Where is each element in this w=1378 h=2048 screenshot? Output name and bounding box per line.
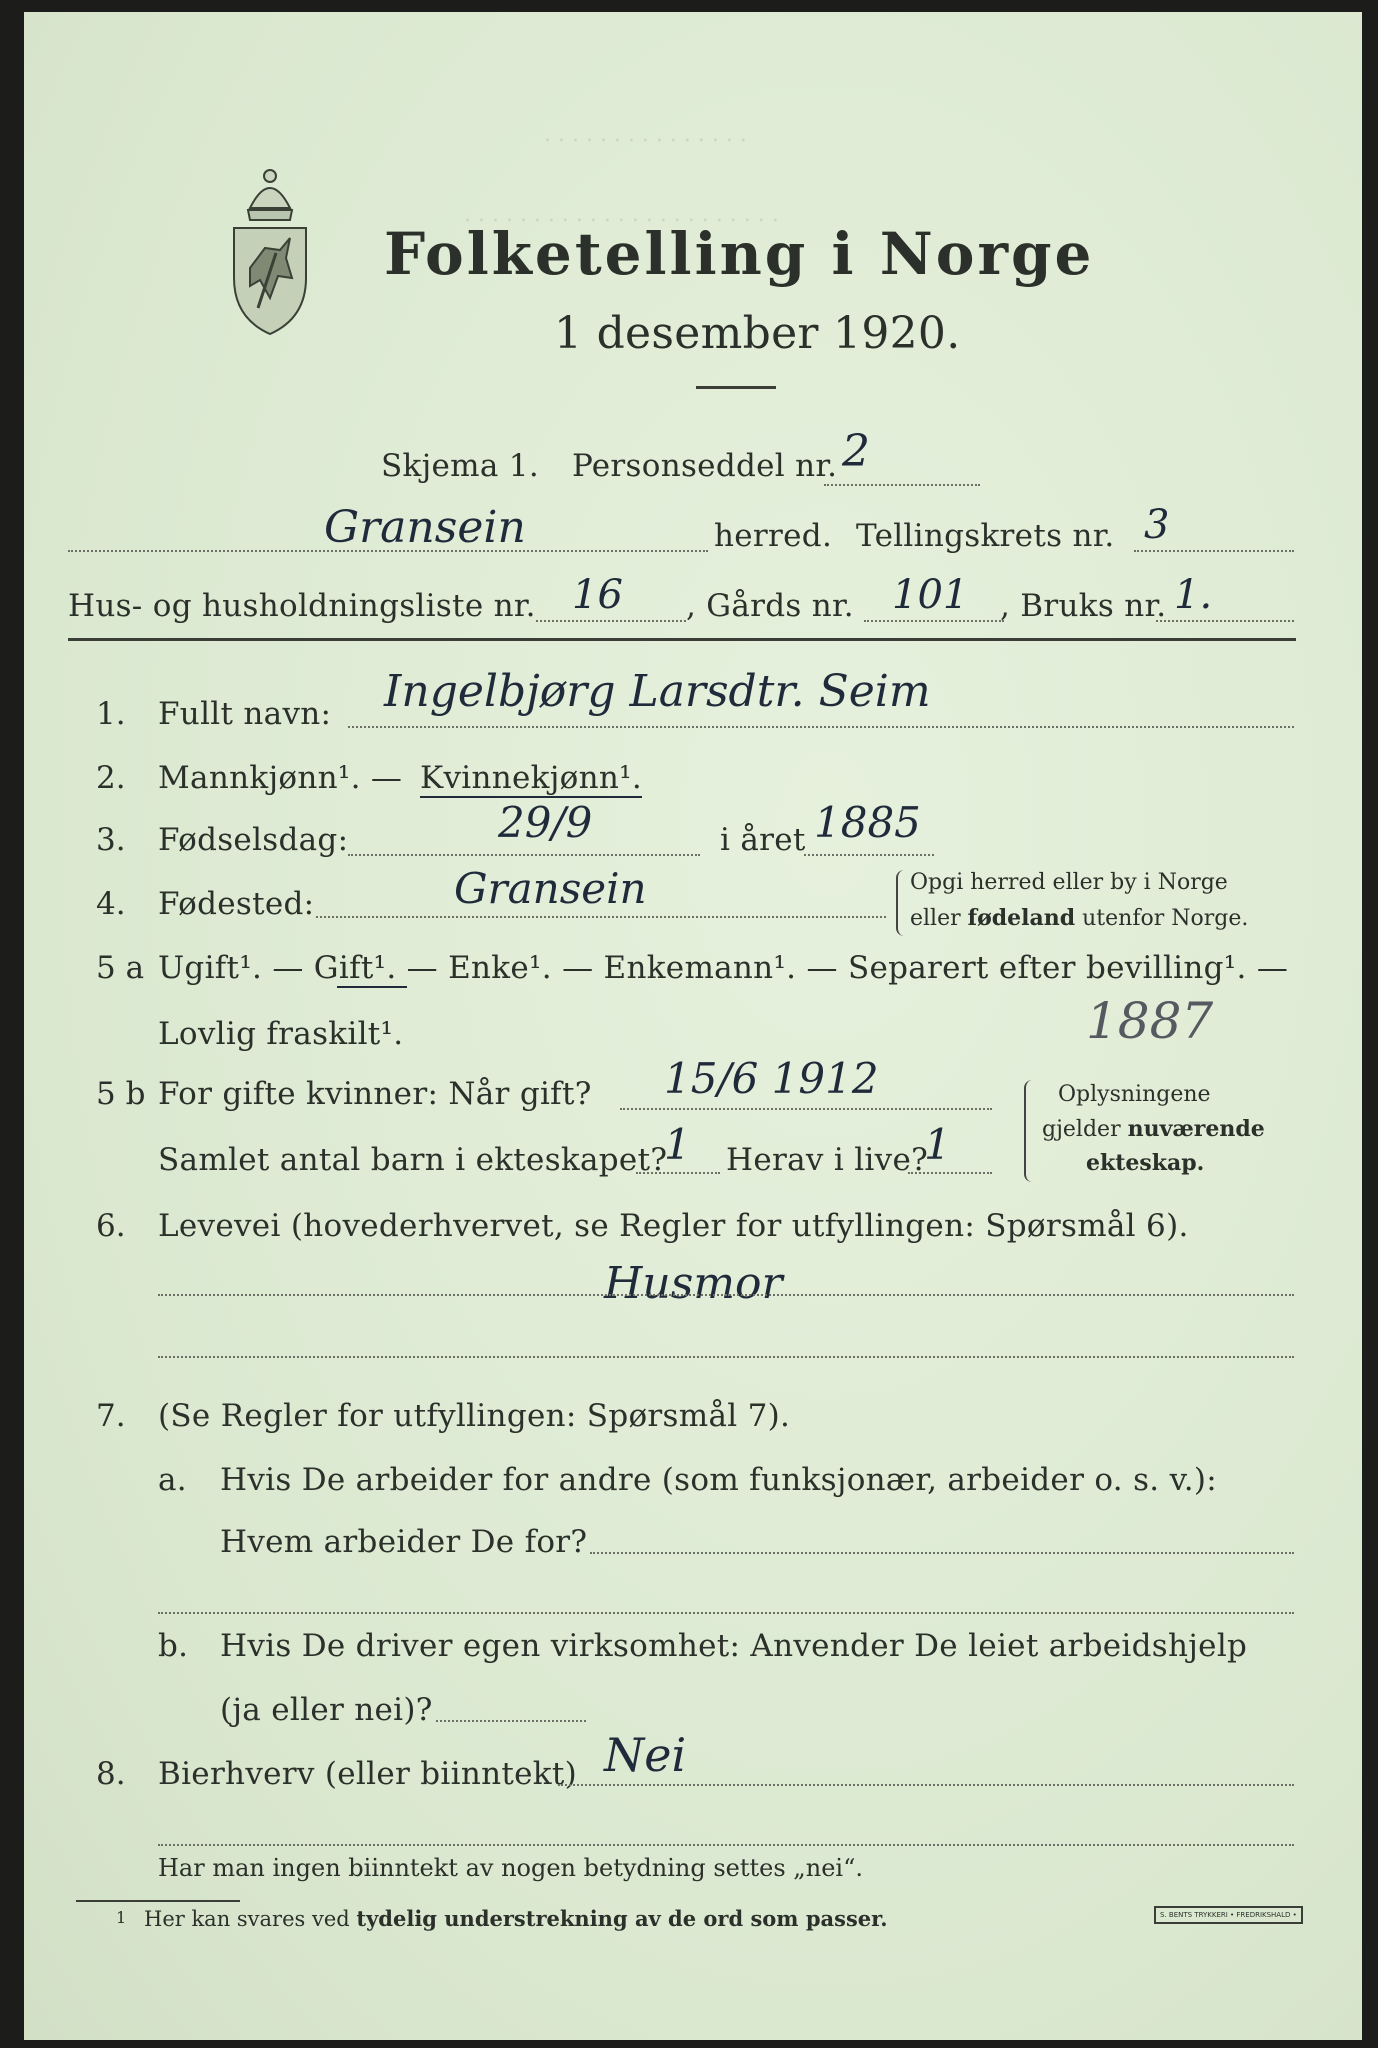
q4-number: 4. [96,886,126,922]
q4-label: Fødested: [158,886,315,922]
q5b-children-field-line [636,1172,720,1174]
q3-field-line [348,854,700,856]
q8-field-line [558,1784,1294,1786]
schema-label: Skjema 1. [381,448,539,484]
tellingskrets-value[interactable]: 3 [1144,502,1170,548]
q5b-note-line2: gjelder nuværende [1042,1116,1265,1142]
q7a-field-line[interactable] [590,1552,1294,1554]
q8-number: 8. [96,1756,126,1792]
q5b-alive-label: Herav i live? [726,1142,929,1178]
bruks-field-line [1156,620,1294,622]
q2-female-option[interactable]: Kvinnekjønn¹. [420,760,643,796]
q5a-margin-note: 1887 [1086,992,1214,1050]
q5a-number: 5 a [96,950,145,986]
q7b-field-line[interactable] [436,1720,586,1722]
q1-number: 1. [96,696,126,732]
q7a-field-line-2 [158,1612,1294,1614]
q3-year-label: i året [720,822,806,858]
q5a-marital-options[interactable]: Ugift¹. — Gift¹. — Enke¹. — Enkemann¹. — Separert efter bevilling¹. — [158,950,1289,986]
q7-label: (Se Regler for utfyllingen: Spørsmål 7). [158,1398,791,1434]
q1-label: Fullt navn: [158,696,332,732]
q5b-field-line [620,1108,992,1110]
personseddel-value[interactable]: 2 [842,426,870,477]
bleed-through-text: . . . . . . . . . . . . . . . . . . . . . . . [464,202,779,227]
footer-note: Har man ingen biinntekt av nogen betydning settes „nei“. [158,1854,863,1882]
q8-field-line-2 [158,1844,1294,1846]
q8-label: Bierhverv (eller biinntekt) [158,1756,578,1792]
q7a-line1: Hvis De arbeider for andre (som funksjonær, arbeider o. s. v.): [220,1462,1218,1498]
q8-secondary-income-value[interactable]: Nei [604,1728,687,1782]
herred-value[interactable]: Gransein [324,502,526,553]
q3-year-field-line [804,854,934,856]
q7-number: 7. [96,1398,126,1434]
q5b-children-label: Samlet antal barn i ekteskapet? [158,1142,668,1178]
gards-field-line [864,620,1004,622]
q5b-label: For gifte kvinner: Når gift? [158,1076,592,1112]
q6-field-line-2 [158,1356,1294,1358]
footnote-divider [76,1900,240,1902]
q1-full-name-value[interactable]: Ingelbjørg Larsdtr. Seim [384,666,931,717]
q5b-note-bracket [1024,1080,1034,1182]
q3-number: 3. [96,822,126,858]
title-divider [696,386,776,389]
q4-note-bracket [896,870,906,936]
gards-label: , Gårds nr. [686,588,854,624]
q7b-line2: (ja eller nei)? [220,1692,433,1728]
q6-field-line-1 [158,1294,1294,1296]
q4-note-line2: eller fødeland utenfor Norge. [910,905,1249,931]
q5b-note-line3: ekteskap. [1086,1150,1205,1176]
q6-occupation-value[interactable]: Husmor [604,1258,783,1309]
census-form-sheet [24,12,1362,2040]
q5a-gift-underline [337,986,407,988]
q7a-number: a. [158,1462,187,1498]
header-separator [68,638,1296,641]
form-title: Folketelling i Norge [384,220,1095,288]
footnote-text: Her kan svares ved tydelig understrekning av de ord som passer. [144,1906,888,1931]
q2-number: 2. [96,760,126,796]
form-date: 1 desember 1920. [554,308,961,359]
q4-birthplace-value[interactable]: Gransein [454,864,647,913]
q5b-alive-field-line [908,1172,992,1174]
q5b-alive-value[interactable]: 1 [924,1120,951,1169]
printer-stamp: S. BENTS TRYKKERI • FREDRIKSHALD • [1154,1906,1303,1924]
personseddel-label: Personseddel nr. [572,448,838,484]
q6-label: Levevei (hovederhvervet, se Regler for utfyllingen: Spørsmål 6). [158,1208,1189,1244]
norwegian-coat-of-arms-icon [220,158,320,338]
personseddel-field-line [824,484,980,486]
q7a-line2: Hvem arbeider De for? [220,1524,588,1560]
herred-field-line [68,550,708,552]
herred-label: herred. [714,518,833,554]
bleed-through-text: . . . . . . . . . . . . . . . [544,122,747,147]
q4-note-line1: Opgi herred eller by i Norge [910,870,1228,895]
q5a-divorced-option[interactable]: Lovlig fraskilt¹. [158,1016,404,1052]
q7b-line1: Hvis De driver egen virksomhet: Anvender De leiet arbeidshjelp [220,1628,1248,1664]
q3-label: Fødselsdag: [158,822,349,858]
hus-value[interactable]: 16 [572,572,623,618]
hus-label: Hus- og husholdningsliste nr. [68,588,536,624]
q7b-number: b. [158,1628,189,1664]
q5b-note-line1: Oplysningene [1058,1082,1211,1107]
q2-male-option[interactable]: Mannkjønn¹. — [158,760,403,796]
q3-birthday-value[interactable]: 29/9 [498,798,593,847]
q6-number: 6. [96,1208,126,1244]
hus-field-line [536,620,686,622]
gards-value[interactable]: 101 [892,572,969,618]
q3-year-value[interactable]: 1885 [814,798,921,847]
bruks-value[interactable]: 1. [1174,572,1213,618]
q4-field-line [316,916,886,918]
bruks-label: , Bruks nr. [1000,588,1167,624]
q5b-children-value[interactable]: 1 [664,1120,691,1169]
footnote-mark: 1 [116,1908,127,1927]
q5b-number: 5 b [96,1076,146,1112]
tellingskrets-field-line [1134,550,1294,552]
q1-field-line [348,726,1294,728]
tellingskrets-label: Tellingskrets nr. [856,518,1115,554]
q5b-married-date-value[interactable]: 15/6 1912 [664,1054,879,1103]
